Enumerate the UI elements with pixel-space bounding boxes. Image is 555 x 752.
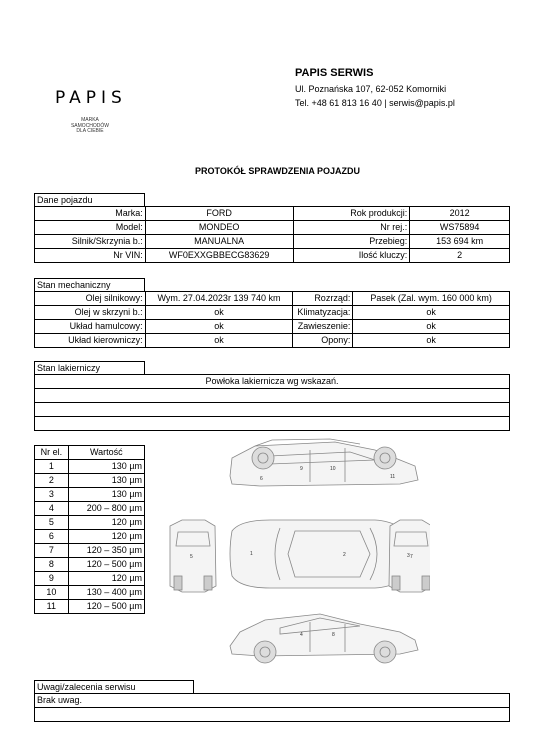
empty-cell: [35, 708, 510, 722]
diagram-label: 4: [300, 632, 303, 638]
value-cell: 130 µm: [68, 488, 144, 502]
value-cell: 200 – 800 µm: [68, 502, 144, 516]
table-row: [35, 306, 510, 320]
document-title: PROTOKÓŁ SPRAWDZENIA POJAZDU: [194, 166, 360, 176]
diagram-label: 7: [410, 554, 413, 560]
table-row: [35, 708, 510, 722]
logo-tagline: [60, 118, 120, 135]
table-row: [35, 417, 510, 431]
value-cell: MONDEO: [145, 221, 293, 235]
table-row: [35, 375, 510, 389]
nr-cell: 8: [35, 558, 69, 572]
vehicle-section-label: Dane pojazdu: [34, 193, 145, 206]
table-row: [35, 600, 145, 614]
paint-table: [34, 374, 510, 431]
nr-cell: 5: [35, 516, 69, 530]
table-row: [35, 292, 510, 306]
remarks-table: [34, 693, 510, 722]
value-cell: 130 µm: [68, 474, 144, 488]
label-cell: Model:: [35, 221, 146, 235]
value-cell: 120 µm: [68, 572, 144, 586]
mechanical-table: [34, 291, 510, 348]
table-row: [35, 446, 145, 460]
table-row: [35, 572, 145, 586]
table-row: [35, 474, 145, 488]
table-row: [35, 694, 510, 708]
measurements-table: [34, 445, 145, 614]
label-cell: Silnik/Skrzynia b.:: [35, 235, 146, 249]
label-cell: Klimatyzacja:: [293, 306, 353, 320]
value-cell: 120 µm: [68, 530, 144, 544]
paint-note: Powłoka lakiernicza wg wskazań.: [35, 375, 510, 389]
diagram-label: 2: [343, 552, 346, 558]
label-cell: Olej silnikowy:: [35, 292, 146, 306]
remarks-section-label: Uwagi/zalecenia serwisu: [34, 680, 194, 693]
diagram-label: 10: [330, 466, 336, 472]
table-row: [35, 221, 510, 235]
table-row: [35, 488, 145, 502]
diagram-label: 5: [190, 554, 193, 560]
nr-cell: 11: [35, 600, 69, 614]
label-cell: Ilość kluczy:: [293, 249, 410, 263]
table-row: [35, 249, 510, 263]
label-cell: Marka:: [35, 207, 146, 221]
label-cell: Olej w skrzyni b.:: [35, 306, 146, 320]
value-cell: 130 µm: [68, 460, 144, 474]
label-cell: Układ hamulcowy:: [35, 320, 146, 334]
diagram-label: 1: [250, 551, 253, 557]
value-cell: 130 – 400 µm: [68, 586, 144, 600]
table-row: [35, 502, 145, 516]
table-row: [35, 530, 145, 544]
value-cell: 153 694 km: [410, 235, 510, 249]
value-cell: 2012: [410, 207, 510, 221]
value-cell: 120 µm: [68, 516, 144, 530]
label-cell: Nr rej.:: [293, 221, 410, 235]
value-cell: 120 – 500 µm: [68, 600, 144, 614]
vehicle-table: [34, 206, 510, 263]
table-row: [35, 403, 510, 417]
company-logo: PAPIS: [55, 88, 127, 108]
table-row: [35, 207, 510, 221]
table-row: [35, 460, 145, 474]
value-cell: ok: [353, 320, 510, 334]
nr-cell: 2: [35, 474, 69, 488]
table-row: [35, 320, 510, 334]
table-row: [35, 586, 145, 600]
value-cell: ok: [145, 320, 293, 334]
value-cell: MANUALNA: [145, 235, 293, 249]
car-side-view-bottom: [230, 614, 418, 663]
table-row: [35, 558, 145, 572]
diagram-label: 6: [260, 476, 263, 482]
table-row: [35, 235, 510, 249]
car-front-view: [170, 520, 216, 592]
empty-cell: [35, 403, 510, 417]
label-cell: Nr VIN:: [35, 249, 146, 263]
table-row: [35, 389, 510, 403]
label-cell: Rozrząd:: [293, 292, 353, 306]
value-cell: 2: [410, 249, 510, 263]
label-cell: Układ kierowniczy:: [35, 334, 146, 348]
value-cell: ok: [353, 334, 510, 348]
value-cell: WS75894: [410, 221, 510, 235]
value-cell: FORD: [145, 207, 293, 221]
value-cell: ok: [145, 334, 293, 348]
value-cell: 120 – 500 µm: [68, 558, 144, 572]
nr-cell: 1: [35, 460, 69, 474]
nr-cell: 7: [35, 544, 69, 558]
column-header: Nr el.: [35, 446, 69, 460]
diagram-label: 8: [332, 632, 335, 638]
label-cell: Zawieszenie:: [293, 320, 353, 334]
company-name: PAPIS SERWIS: [295, 67, 374, 79]
car-diagram: [160, 436, 430, 672]
remarks-text: Brak uwag.: [35, 694, 510, 708]
nr-cell: 3: [35, 488, 69, 502]
table-row: [35, 544, 145, 558]
column-header: Wartość: [68, 446, 144, 460]
nr-cell: 10: [35, 586, 69, 600]
label-cell: Rok produkcji:: [293, 207, 410, 221]
diagram-label: 11: [390, 474, 396, 480]
tagline-line: SAMOCHODÓW: [70, 122, 110, 129]
mechanical-section-label: Stan mechaniczny: [34, 278, 145, 291]
tagline-line: MARKA: [81, 117, 99, 123]
diagram-label: 9: [300, 466, 303, 472]
label-cell: Przebieg:: [293, 235, 410, 249]
tagline-line: DLA CIEBIE: [76, 128, 104, 134]
value-cell: ok: [145, 306, 293, 320]
table-row: [35, 334, 510, 348]
value-cell: Pasek (Zal. wym. 160 000 km): [353, 292, 510, 306]
empty-cell: [35, 417, 510, 431]
label-cell: Opony:: [293, 334, 353, 348]
value-cell: Wym. 27.04.2023r 139 740 km: [145, 292, 293, 306]
value-cell: 120 – 350 µm: [68, 544, 144, 558]
paint-section-label: Stan lakierniczy: [34, 361, 145, 374]
value-cell: WF0EXXGBBECG83629: [145, 249, 293, 263]
car-top-view: [230, 520, 415, 588]
nr-cell: 6: [35, 530, 69, 544]
diagram-label: 3: [407, 553, 410, 559]
empty-cell: [35, 389, 510, 403]
nr-cell: 4: [35, 502, 69, 516]
company-contact: Tel. +48 61 813 16 40 | serwis@papis.pl: [295, 98, 455, 108]
table-row: [35, 516, 145, 530]
value-cell: ok: [353, 306, 510, 320]
nr-cell: 9: [35, 572, 69, 586]
company-address: Ul. Poznańska 107, 62-052 Komorniki: [295, 84, 447, 94]
